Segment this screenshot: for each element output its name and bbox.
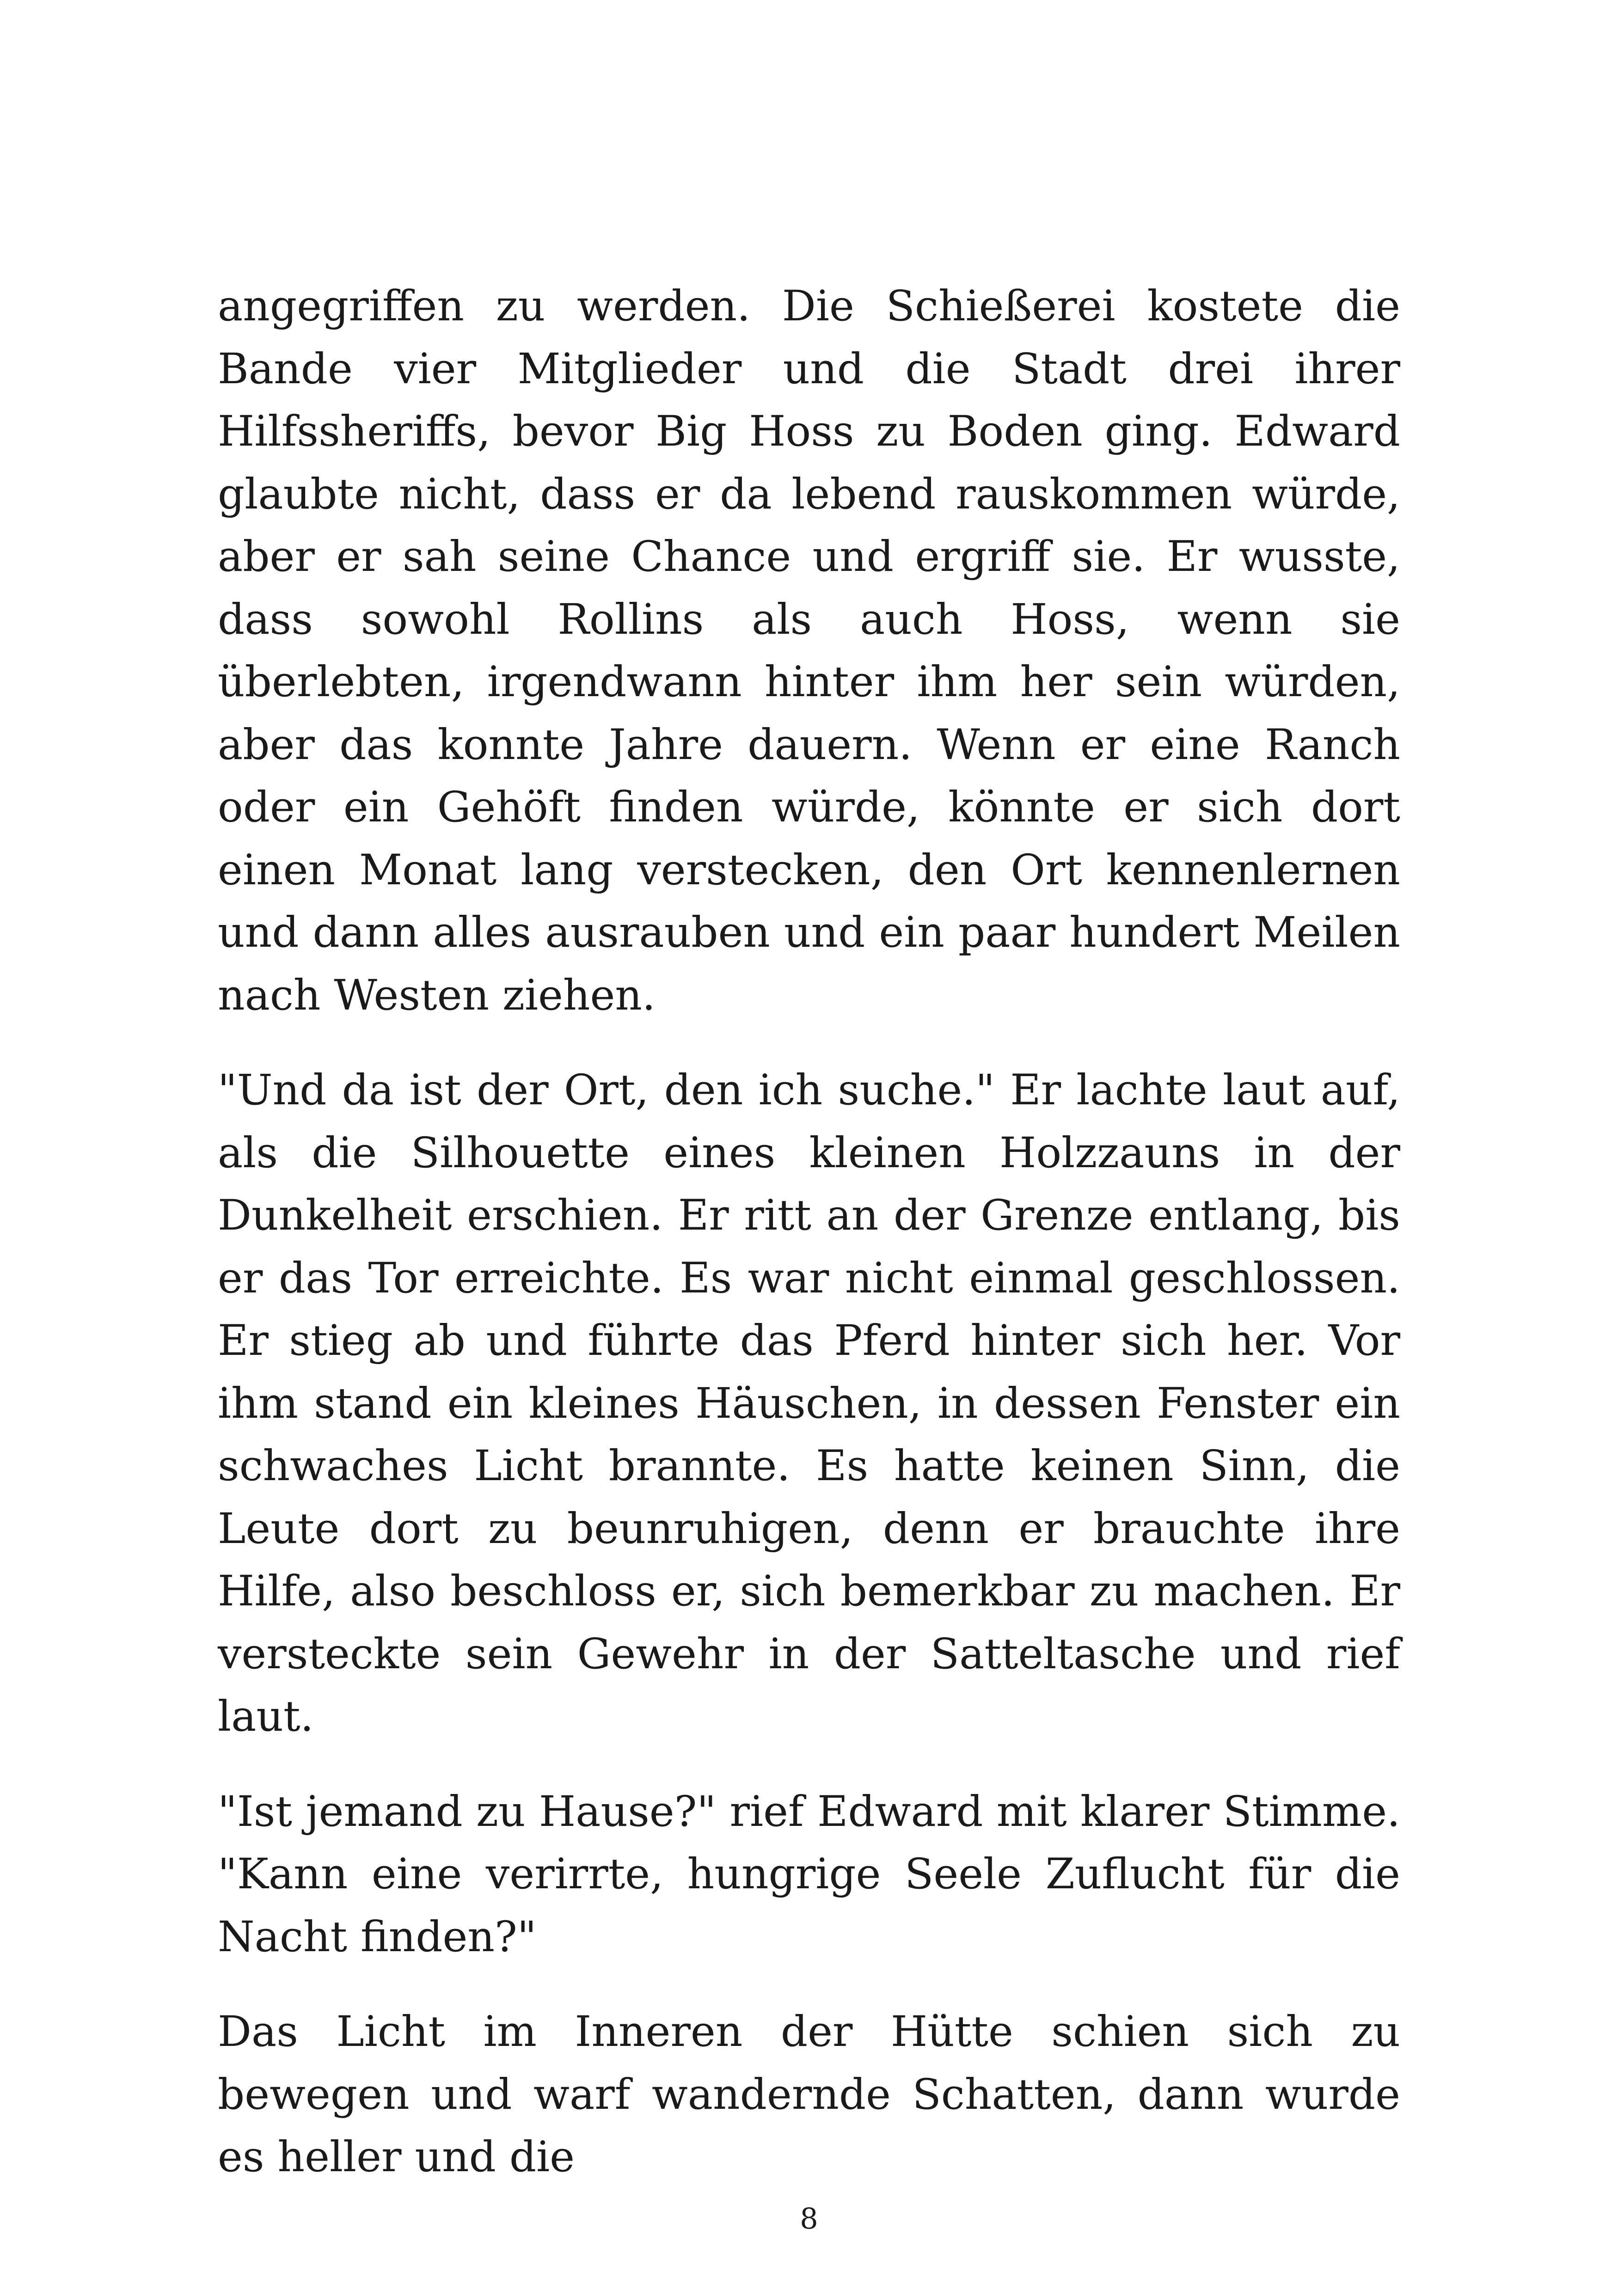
body-text <box>218 275 1400 2221</box>
page-number: 8 <box>800 2202 818 2235</box>
paragraph-1: angegriffen zu werden. Die Schießerei kostete die Bande vier Mitglieder und die Stadt drei ihrer Hilfssheriffs, bevor Big Hoss zu Boden ging. Edward glaubte nicht, dass er da lebend rauskommen würde, aber er sah seine Chance und ergriff sie. Er wusste, dass sowohl Rollins als auch Hoss, wenn sie überlebten, irgendwann hinter ihm her sein würden, aber das konnte Jahre dauern. Wenn er eine Ranch oder ein Gehöft finden würde, könnte er sich dort einen Monat lang verstecken, den Ort kennenlernen und dann alles ausrauben und ein paar hundert Meilen nach Westen ziehen. <box>218 282 1400 1020</box>
paragraph-2: "Und da ist der Ort, den ich suche." Er lachte laut auf, als die Silhouette eines kleinen Holzzauns in der Dunkelheit erschien. Er ritt an der Grenze entlang, bis er das Tor erreichte. Es war nicht einmal geschlossen. Er stieg ab und führte das Pferd hinter sich her. Vor ihm stand ein kleines Häuschen, in dessen Fenster ein schwaches Licht brannte. Es hatte keinen Sinn, die Leute dort zu beunruhigen, denn er brauchte ihre Hilfe, also beschloss er, sich bemerkbar zu machen. Er versteckte sein Gewehr in der Satteltasche und rief laut. <box>218 1066 1400 1741</box>
paragraph-3: "Ist jemand zu Hause?" rief Edward mit klarer Stimme. "Kann eine verirrte, hungrige Seele Zuflucht für die Nacht finden?" <box>218 1787 1400 1961</box>
paragraph-4: Das Licht im Inneren der Hütte schien sich zu bewegen und warf wandernde Schatten, dann wurde es heller und die <box>218 2008 1400 2181</box>
